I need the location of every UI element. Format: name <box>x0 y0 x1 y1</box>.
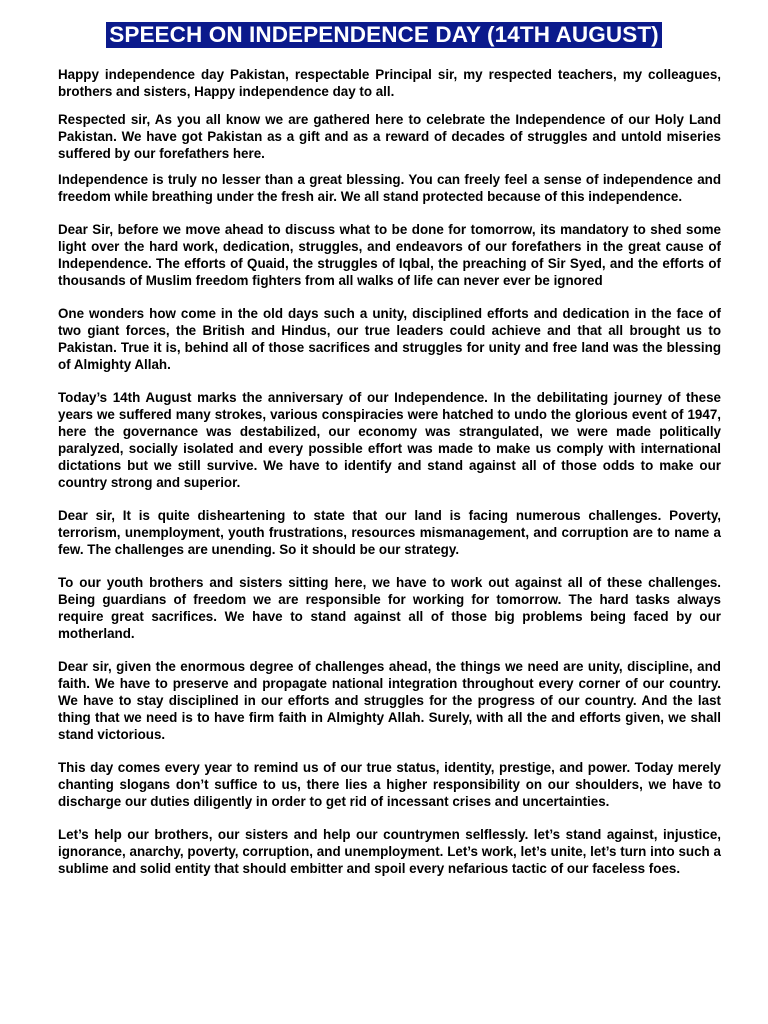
paragraph-needs: Dear sir, given the enormous degree of challenges ahead, the things we need are unity, discipline, and faith. We have to preserve and propagate national integration throughout every corner of our country. We have to stay disciplined in our efforts and struggles for the progress of our country. And the last thing that we need is to have firm faith in Almighty Allah. Surely, with all the and efforts given, we shall stand victorious. <box>58 659 721 742</box>
paragraph-greeting: Happy independence day Pakistan, respectable Principal sir, my respected teachers, my colleagues, brothers and sisters, Happy independence day to all. <box>58 67 721 99</box>
paragraph-youth: To our youth brothers and sisters sitting here, we have to work out against all of these challenges. Being guardians of freedom we are responsible for working for tomorrow. The hard tasks always require great sacrifices. We have to stand against all of those big problems being faced by our motherland. <box>58 575 721 641</box>
paragraph-challenges: Dear sir, It is quite disheartening to state that our land is facing numerous challenges. Poverty, terrorism, unemployment, youth frustrations, resources mismanagement, and corruption are to name a few. The challenges are unending. So it should be our strategy. <box>58 508 721 557</box>
paragraph-anniversary: Today’s 14th August marks the anniversary of our Independence. In the debilitating journey of these years we suffered many strokes, various conspiracies were hatched to undo the glorious event of 1947, here the governance was destabilized, our economy was strangulated, we were made politically paralyzed, socially isolated and every possible effort was made to make us comply with international dictations but we still survive. We have to identify and stand against all of those odds to make our country strong and superior. <box>58 390 721 490</box>
paragraph-unity: One wonders how come in the old days such a unity, disciplined efforts and dedication in the face of two giant forces, the British and Hindus, our true leaders could achieve and that all brought us to Pakistan. True it is, behind all of those sacrifices and struggles for unity and free land was the blessing of Almighty Allah. <box>58 306 721 372</box>
paragraph-call-to-action: Let’s help our brothers, our sisters and help our countrymen selflessly. let’s stand against, injustice, ignorance, anarchy, poverty, corruption, and unemployment. Let’s work, let’s unite, let’s turn into such a sublime and solid entity that should embitter and spoil every nefarious tactic of our faceless foes. <box>58 827 721 876</box>
speech-body <box>58 66 721 877</box>
title-container <box>0 22 768 48</box>
paragraph-blessing: Independence is truly no lesser than a great blessing. You can freely feel a sense of independence and freedom while breathing under the fresh air. We all stand protected because of this independence. <box>58 172 721 204</box>
paragraph-forefathers: Dear Sir, before we move ahead to discuss what to be done for tomorrow, its mandatory to shed some light over the hard work, dedication, struggles, and endeavors of our forefathers in the great cause of Independence. The efforts of Quaid, the struggles of Iqbal, the preaching of Sir Syed, and the efforts of thousands of Muslim freedom fighters from all walks of life can never ever be ignored <box>58 222 721 288</box>
paragraph-gathering: Respected sir, As you all know we are gathered here to celebrate the Independence of our Holy Land Pakistan. We have got Pakistan as a gift and as a reward of decades of struggles and untold miseries suffered by our forefathers here. <box>58 112 721 161</box>
paragraph-reminder: This day comes every year to remind us of our true status, identity, prestige, and power. Today merely chanting slogans don’t suffice to us, there lies a higher responsibility on our shoulders, we have to discharge our duties diligently in order to get rid of incessant crises and uncertainties. <box>58 760 721 809</box>
page-title: SPEECH ON INDEPENDENCE DAY (14TH AUGUST) <box>106 22 662 48</box>
